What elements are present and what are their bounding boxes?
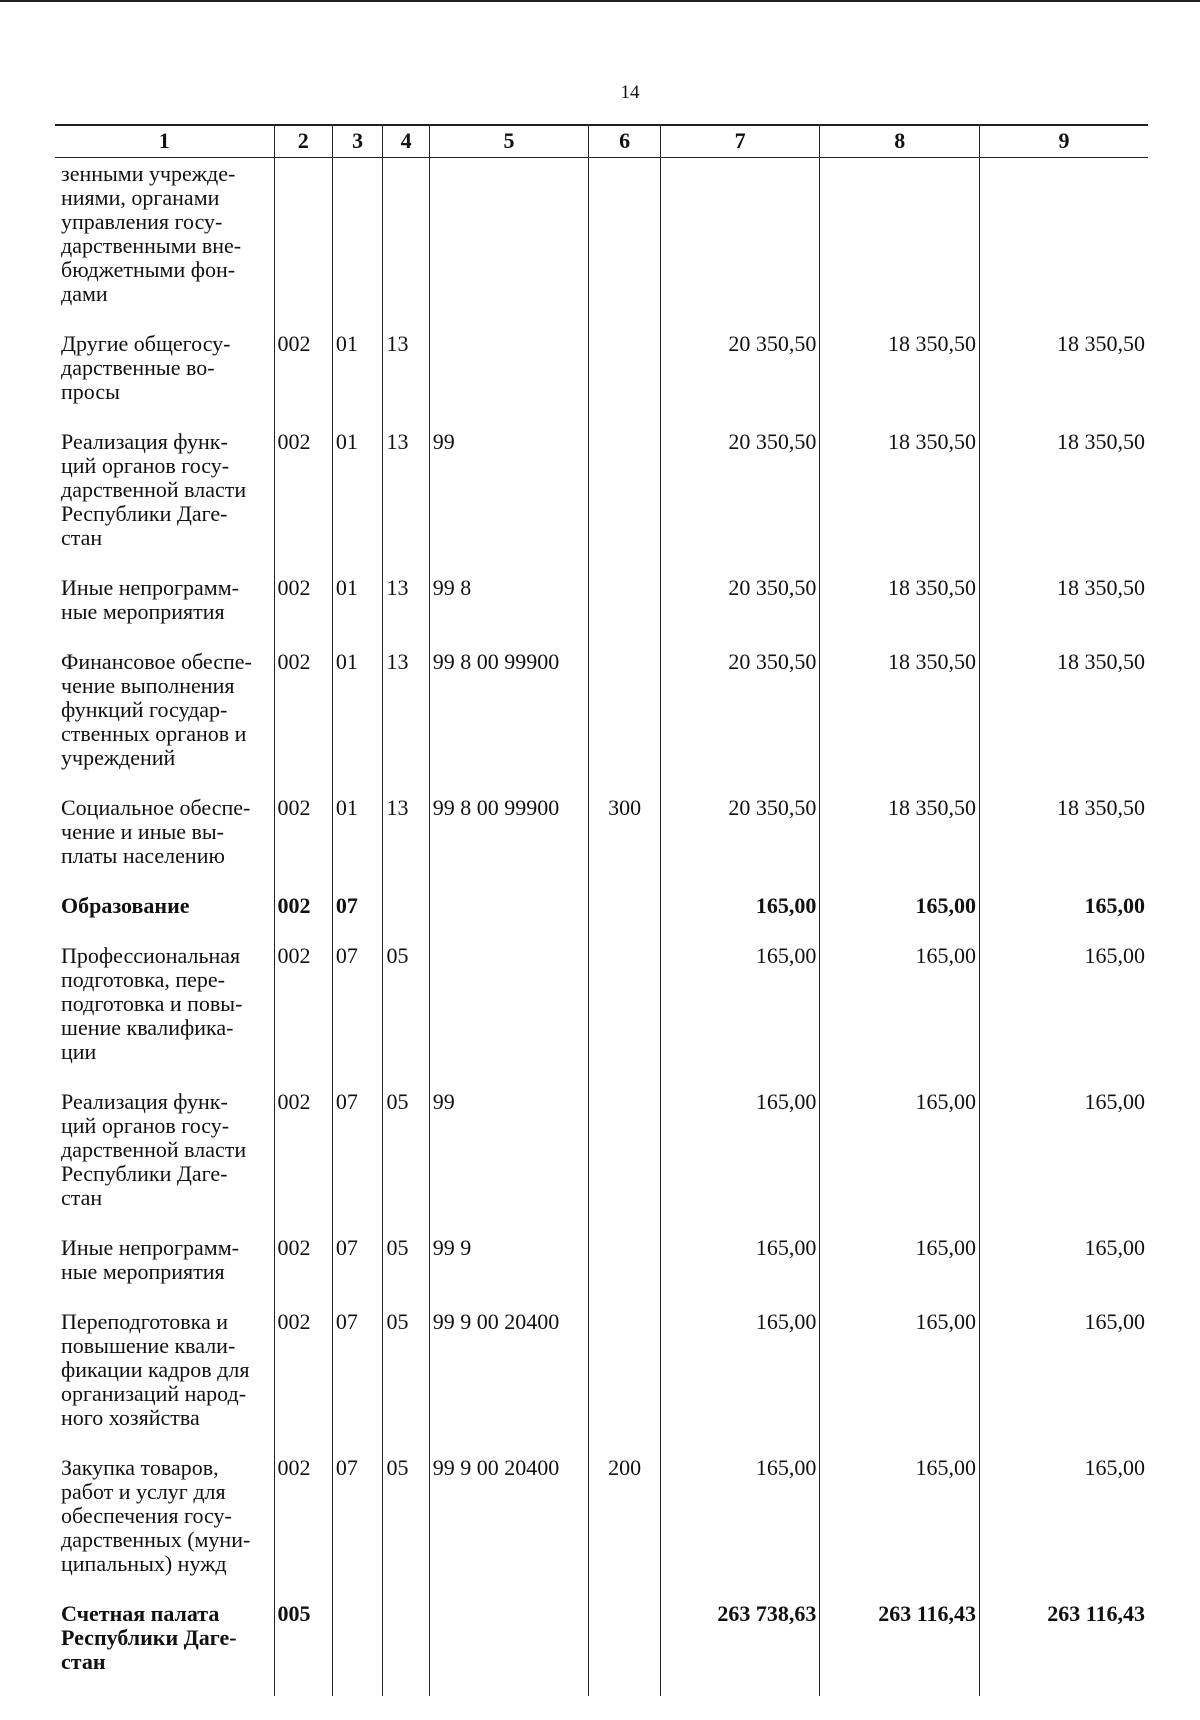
cell-col-7: 165,00 <box>660 940 820 1086</box>
cell-col-2: 002 <box>274 792 332 890</box>
cell-col-9: 165,00 <box>980 1306 1148 1452</box>
table-row <box>55 158 1148 329</box>
cell-col-3: 01 <box>332 426 383 572</box>
cell-col-4: 13 <box>383 426 429 572</box>
cell-name: Финансовое обеспе- чение выполнения функций государ- ственных органов и учреждений <box>61 649 252 770</box>
cell-col-6 <box>589 1232 661 1306</box>
cell-col-6 <box>589 426 661 572</box>
cell-col-9: 18 350,50 <box>980 792 1148 890</box>
cell-col-2: 002 <box>274 1306 332 1452</box>
cell-col-6 <box>589 572 661 646</box>
cell-col-2: 002 <box>274 646 332 792</box>
cell-col-5: 99 8 00 99900 <box>429 792 589 890</box>
cell-col-5 <box>429 158 589 329</box>
table-row <box>55 426 1148 572</box>
cell-col-5: 99 <box>429 426 589 572</box>
cell-col-5: 99 8 00 99900 <box>429 646 589 792</box>
cell-col-3 <box>332 1598 383 1696</box>
table-row <box>55 1598 1148 1696</box>
table-body <box>55 158 1148 1697</box>
cell-col-8: 165,00 <box>820 940 980 1086</box>
cell-col-8: 18 350,50 <box>820 572 980 646</box>
cell-col-3: 01 <box>332 572 383 646</box>
cell-col-9: 18 350,50 <box>980 572 1148 646</box>
cell-col-5: 99 9 00 20400 <box>429 1306 589 1452</box>
top-rule <box>0 0 1200 2</box>
cell-col-7: 165,00 <box>660 1086 820 1232</box>
cell-name: Социальное обеспе- чение и иные вы- платы населению <box>61 795 251 868</box>
cell-col-2: 002 <box>274 1452 332 1598</box>
cell-col-6 <box>589 646 661 792</box>
cell-col-9: 165,00 <box>980 1452 1148 1598</box>
cell-col-5: 99 9 00 20400 <box>429 1452 589 1598</box>
cell-col-9: 263 116,43 <box>980 1598 1148 1696</box>
cell-col-2: 002 <box>274 940 332 1086</box>
header-row <box>55 125 1148 158</box>
cell-col-4 <box>383 1598 429 1696</box>
cell-name: Реализация функ- ций органов госу- дарственной власти Республики Даге- стан <box>61 429 247 550</box>
cell-col-4: 05 <box>383 1232 429 1306</box>
cell-col-5 <box>429 1598 589 1696</box>
cell-col-2: 002 <box>274 328 332 426</box>
cell-name: зенными учрежде- ниями, органами управления госу- дарственными вне- бюджетными фон- дами <box>61 161 242 306</box>
cell-col-2: 002 <box>274 1086 332 1232</box>
table-row <box>55 890 1148 940</box>
cell-name: Закупка товаров, работ и услуг для обеспечения госу- дарственных (муни- ципальных) нужд <box>61 1455 251 1576</box>
cell-col-6 <box>589 328 661 426</box>
cell-col-3: 07 <box>332 940 383 1086</box>
table-row <box>55 572 1148 646</box>
cell-col-9: 165,00 <box>980 890 1148 940</box>
cell-col-6 <box>589 890 661 940</box>
cell-col-6: 300 <box>589 792 661 890</box>
cell-col-8: 18 350,50 <box>820 328 980 426</box>
cell-col-6 <box>589 158 661 329</box>
cell-col-4: 05 <box>383 1086 429 1232</box>
cell-col-5: 99 8 <box>429 572 589 646</box>
page-number: 14 <box>620 82 640 103</box>
cell-col-3: 01 <box>332 646 383 792</box>
cell-col-4: 05 <box>383 940 429 1086</box>
table-row <box>55 646 1148 792</box>
cell-col-8: 18 350,50 <box>820 646 980 792</box>
cell-col-8: 263 116,43 <box>820 1598 980 1696</box>
cell-col-4: 13 <box>383 792 429 890</box>
cell-col-6 <box>589 940 661 1086</box>
cell-name: Иные непрограмм- ные мероприятия <box>61 1235 239 1284</box>
cell-col-7: 20 350,50 <box>660 426 820 572</box>
cell-col-3: 07 <box>332 1086 383 1232</box>
cell-name: Профессиональная подготовка, пере- подготовка и повы- шение квалифика- ции <box>61 943 243 1064</box>
cell-col-9: 18 350,50 <box>980 328 1148 426</box>
cell-col-5: 99 9 <box>429 1232 589 1306</box>
cell-col-8 <box>820 158 980 329</box>
cell-col-7: 165,00 <box>660 890 820 940</box>
header-col-2: 2 <box>274 125 332 158</box>
cell-col-2: 005 <box>274 1598 332 1696</box>
cell-name: Иные непрограмм- ные мероприятия <box>61 575 239 624</box>
cell-col-4: 13 <box>383 646 429 792</box>
cell-col-4: 13 <box>383 572 429 646</box>
cell-name: Образование <box>61 893 190 918</box>
table-row <box>55 1232 1148 1306</box>
cell-col-7: 20 350,50 <box>660 792 820 890</box>
header-col-6: 6 <box>589 125 661 158</box>
cell-col-8: 18 350,50 <box>820 426 980 572</box>
cell-col-8: 165,00 <box>820 890 980 940</box>
cell-name: Переподготовка и повышение квали- фикации кадров для организаций народ- ного хозяйства <box>61 1309 250 1430</box>
cell-col-7: 20 350,50 <box>660 328 820 426</box>
cell-col-3: 07 <box>332 890 383 940</box>
cell-col-6 <box>589 1598 661 1696</box>
cell-col-2 <box>274 158 332 329</box>
cell-col-8: 165,00 <box>820 1306 980 1452</box>
cell-col-7: 263 738,63 <box>660 1598 820 1696</box>
cell-col-3: 01 <box>332 328 383 426</box>
cell-name: Другие общегосу- дарственные во- просы <box>61 331 231 404</box>
cell-col-7 <box>660 158 820 329</box>
cell-col-7: 20 350,50 <box>660 572 820 646</box>
cell-col-9 <box>980 158 1148 329</box>
header-col-7: 7 <box>660 125 820 158</box>
table-row <box>55 1452 1148 1598</box>
cell-col-9: 18 350,50 <box>980 646 1148 792</box>
header-col-1: 1 <box>55 125 274 158</box>
cell-col-9: 18 350,50 <box>980 426 1148 572</box>
cell-col-7: 165,00 <box>660 1306 820 1452</box>
header-col-3: 3 <box>332 125 383 158</box>
cell-col-2: 002 <box>274 1232 332 1306</box>
cell-col-2: 002 <box>274 572 332 646</box>
budget-table <box>55 124 1148 1696</box>
cell-col-8: 18 350,50 <box>820 792 980 890</box>
cell-col-2: 002 <box>274 890 332 940</box>
table-row <box>55 940 1148 1086</box>
cell-col-3: 07 <box>332 1452 383 1598</box>
cell-col-6: 200 <box>589 1452 661 1598</box>
cell-col-4 <box>383 890 429 940</box>
cell-col-7: 165,00 <box>660 1232 820 1306</box>
table-row <box>55 792 1148 890</box>
header-col-9: 9 <box>980 125 1148 158</box>
table-row <box>55 1086 1148 1232</box>
cell-col-9: 165,00 <box>980 940 1148 1086</box>
cell-col-5: 99 <box>429 1086 589 1232</box>
cell-col-3: 07 <box>332 1232 383 1306</box>
cell-col-5 <box>429 328 589 426</box>
cell-col-8: 165,00 <box>820 1452 980 1598</box>
cell-col-4: 13 <box>383 328 429 426</box>
cell-col-3 <box>332 158 383 329</box>
cell-col-9: 165,00 <box>980 1232 1148 1306</box>
table-row <box>55 328 1148 426</box>
cell-name: Счетная палата Республики Даге- стан <box>61 1601 237 1674</box>
cell-col-3: 01 <box>332 792 383 890</box>
cell-col-6 <box>589 1086 661 1232</box>
cell-col-5 <box>429 940 589 1086</box>
header-col-5: 5 <box>429 125 589 158</box>
cell-col-8: 165,00 <box>820 1232 980 1306</box>
cell-col-4 <box>383 158 429 329</box>
cell-col-4: 05 <box>383 1452 429 1598</box>
cell-col-8: 165,00 <box>820 1086 980 1232</box>
cell-col-2: 002 <box>274 426 332 572</box>
cell-col-5 <box>429 890 589 940</box>
cell-col-9: 165,00 <box>980 1086 1148 1232</box>
cell-col-7: 20 350,50 <box>660 646 820 792</box>
header-col-8: 8 <box>820 125 980 158</box>
cell-col-4: 05 <box>383 1306 429 1452</box>
header-col-4: 4 <box>383 125 429 158</box>
table-row <box>55 1306 1148 1452</box>
cell-col-3: 07 <box>332 1306 383 1452</box>
cell-col-6 <box>589 1306 661 1452</box>
cell-name: Реализация функ- ций органов госу- дарственной власти Республики Даге- стан <box>61 1089 247 1210</box>
cell-col-7: 165,00 <box>660 1452 820 1598</box>
